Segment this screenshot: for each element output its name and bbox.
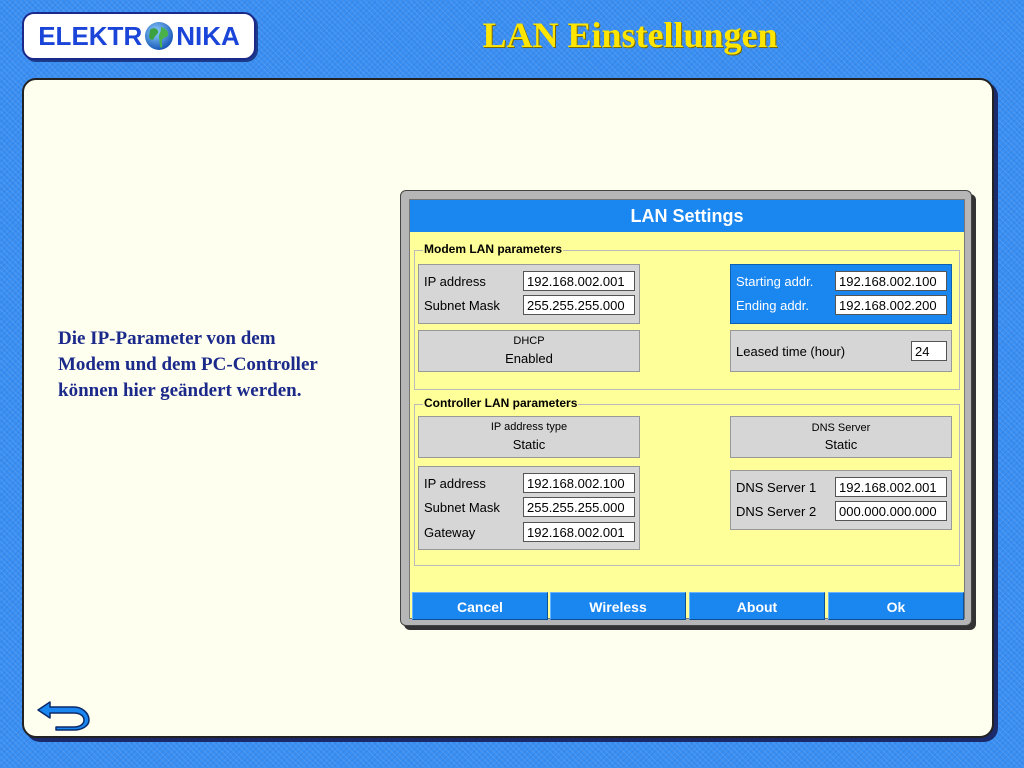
ending-addr-label: Ending addr. xyxy=(736,298,810,313)
modem-ip-label: IP address xyxy=(424,274,486,289)
dns-server-box xyxy=(730,470,952,530)
modem-group-label: Modem LAN parameters xyxy=(424,242,563,256)
logo-text-right: NIKA xyxy=(176,20,240,51)
ip-type-toggle[interactable] xyxy=(418,416,640,458)
ending-addr-field[interactable]: 192.168.002.200 xyxy=(835,295,947,315)
dialog-body xyxy=(409,199,965,619)
starting-addr-field[interactable]: 192.168.002.100 xyxy=(835,271,947,291)
lease-time-field[interactable]: 24 xyxy=(911,341,947,361)
lease-time-label: Leased time (hour) xyxy=(736,344,846,359)
dhcp-range-box xyxy=(730,264,952,324)
controller-subnet-field[interactable]: 255.255.255.000 xyxy=(523,497,635,517)
description-text xyxy=(58,326,388,404)
dialog-title: LAN Settings xyxy=(410,200,964,232)
dns-type-toggle[interactable] xyxy=(730,416,952,458)
dhcp-value: Enabled xyxy=(505,351,553,366)
dns2-field[interactable]: 000.000.000.000 xyxy=(835,501,947,521)
description-line: Modem und dem PC-Controller xyxy=(58,354,318,375)
description-line: Die IP-Parameter von dem xyxy=(58,328,276,349)
modem-subnet-label: Subnet Mask xyxy=(424,298,500,313)
dhcp-label: DHCP xyxy=(513,335,545,347)
controller-ip-box xyxy=(418,466,640,550)
controller-ip-field[interactable]: 192.168.002.100 xyxy=(523,473,635,493)
dns-type-label: DNS Server xyxy=(811,422,871,434)
modem-ip-box xyxy=(418,264,640,324)
description-line: können hier geändert werden. xyxy=(58,380,302,401)
gateway-field[interactable]: 192.168.002.001 xyxy=(523,522,635,542)
logo-text-left: ELEKTR xyxy=(38,20,143,51)
return-arrow-icon[interactable] xyxy=(34,696,94,732)
wireless-button[interactable]: Wireless xyxy=(550,592,686,620)
page-title: LAN Einstellungen xyxy=(482,15,778,55)
dns-type-value: Static xyxy=(824,437,858,452)
lan-settings-dialog xyxy=(400,190,972,626)
modem-ip-field[interactable]: 192.168.002.001 xyxy=(523,271,635,291)
cancel-button[interactable]: Cancel xyxy=(412,592,548,620)
dns2-label: DNS Server 2 xyxy=(736,504,817,519)
dns1-field[interactable]: 192.168.002.001 xyxy=(835,477,947,497)
elektronika-logo xyxy=(22,12,256,60)
ip-type-value: Static xyxy=(512,437,546,452)
about-button[interactable]: About xyxy=(689,592,825,620)
globe-icon xyxy=(144,21,174,51)
modem-subnet-field[interactable]: 255.255.255.000 xyxy=(523,295,635,315)
dns1-label: DNS Server 1 xyxy=(736,480,817,495)
controller-group-label: Controller LAN parameters xyxy=(424,396,578,410)
starting-addr-label: Starting addr. xyxy=(736,274,814,289)
ok-button[interactable]: Ok xyxy=(828,592,964,620)
dhcp-toggle[interactable] xyxy=(418,330,640,372)
lease-time-box xyxy=(730,330,952,372)
controller-ip-label: IP address xyxy=(424,476,486,491)
controller-subnet-label: Subnet Mask xyxy=(424,500,500,515)
gateway-label: Gateway xyxy=(424,525,476,540)
ip-type-label: IP address type xyxy=(490,421,568,433)
